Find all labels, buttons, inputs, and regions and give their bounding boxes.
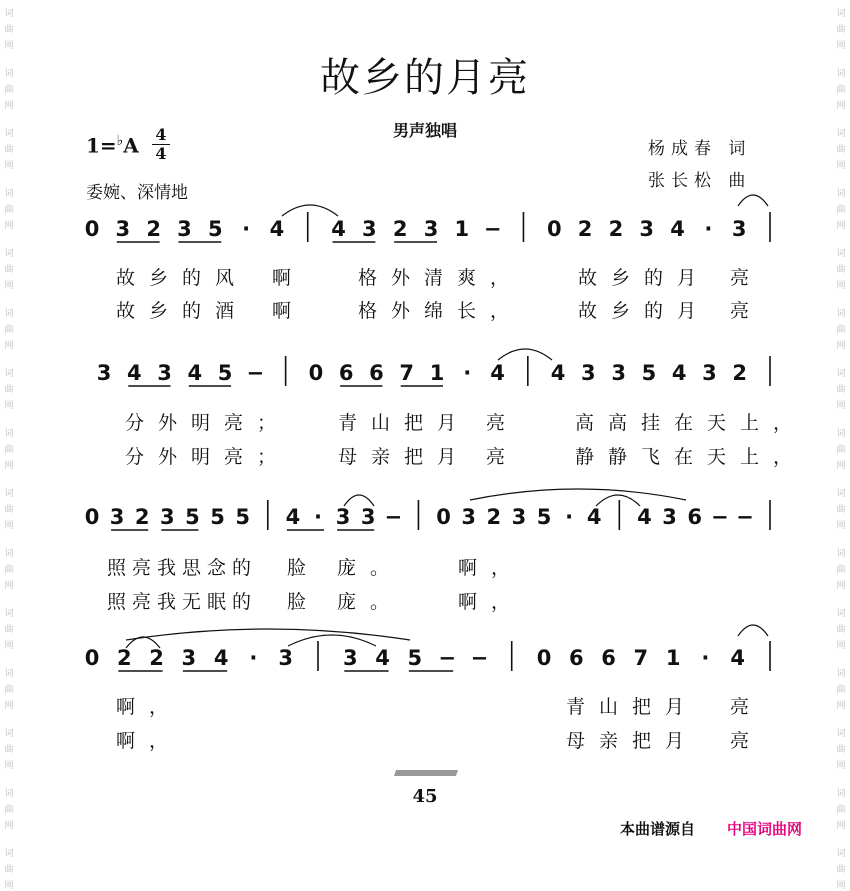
watermark-char: 曲 [836,385,846,395]
lyric: 故乡的月 [578,267,711,289]
slur [498,349,552,360]
note: · [701,646,710,670]
watermark-char: 网 [4,761,14,771]
note: 5 [185,505,200,529]
watermark-char: 词 [4,9,14,19]
watermark-char: 词 [4,189,14,199]
note: 3 [109,505,125,529]
note: · [704,217,713,241]
note: 3 [461,505,476,529]
note: 1 [454,217,470,241]
lyric: 青山把月 [338,412,471,434]
note: · [314,505,322,529]
watermark-char: 词 [4,309,14,319]
slur [126,629,410,640]
flat-sign: ♭ [116,133,124,149]
watermark-char: 网 [4,41,14,51]
watermark-char: 曲 [836,25,846,35]
watermark-char: 网 [836,401,846,411]
note: 3 [581,361,596,385]
song-title: 故乡的月亮 [320,55,530,101]
watermark-char: 曲 [836,85,846,95]
lyric: 静静飞在天上， [575,446,807,468]
note: 5 [235,505,250,529]
lyric: 庞。 [337,557,404,579]
watermark-char: 网 [4,341,14,351]
note: 4 [637,505,652,529]
lyric: 脸 [287,557,321,579]
lyric: 故乡的酒 [116,300,249,322]
note: − [483,217,502,241]
note: 4 [269,217,285,241]
note: 3 [611,361,626,385]
lyric: 照亮我思念的 [107,557,258,579]
lyric: 亮 [486,412,520,434]
lyric: 分外明亮； [125,412,291,434]
watermark-char: 词 [4,789,14,799]
time-signature-top: 4 [155,125,167,144]
watermark-char: 曲 [4,865,14,875]
note: 3 [177,217,192,241]
watermark-char: 曲 [4,685,14,695]
watermark-char: 网 [836,761,846,771]
note: 0 [436,505,451,529]
source-site-link[interactable]: 中国词曲网 [727,820,803,838]
watermark-char: 词 [4,249,14,259]
watermark-char: 词 [836,729,846,739]
lyric: 亮 [730,696,764,718]
note: 3 [335,505,351,529]
watermark-char: 网 [836,461,846,471]
expression-mark: 委婉、深情地 [86,183,188,203]
lyric: 啊， [458,591,525,613]
watermark-char: 曲 [4,385,14,395]
watermark-char: 曲 [4,505,14,515]
watermark-char: 词 [836,669,846,679]
watermark-char: 词 [836,309,846,319]
note: − [736,505,754,529]
note: 4 [375,646,390,670]
watermark-char: 曲 [4,265,14,275]
note: 4 [213,646,229,670]
watermark-char: 网 [4,641,14,651]
lyric: 啊 [272,267,306,289]
slur [470,489,686,500]
slur [738,195,768,206]
watermark-char: 网 [836,641,846,651]
watermark-char: 词 [4,429,14,439]
lyric: 故乡的风 [116,267,249,289]
note: 3 [362,217,377,241]
note: 3 [181,646,197,670]
watermark-char: 网 [4,581,14,591]
watermark-char: 词 [4,609,14,619]
watermark-char: 网 [836,221,846,231]
watermark-char: 词 [836,609,846,619]
time-signature-bottom: 4 [155,144,167,163]
slur [282,205,338,216]
watermark-char: 曲 [836,685,846,695]
watermark-char: 网 [4,281,14,291]
note: 5 [210,505,225,529]
watermark-char: 曲 [4,145,14,155]
composer-credit: 张长松 曲 [648,171,752,191]
note: · [249,646,258,670]
note: 2 [486,505,502,529]
watermark-char: 网 [4,701,14,711]
lyric: 照亮我无眠的 [107,591,258,613]
note: − [438,646,456,670]
note: 2 [149,646,164,670]
watermark-char: 词 [4,489,14,499]
lyric: 母亲把月 [338,446,471,468]
watermark-char: 词 [4,729,14,739]
watermark-char: 曲 [836,865,846,875]
key-note: A [123,133,139,158]
note: 3 [702,361,717,385]
note: 4 [285,505,301,529]
lyric: 啊， [458,557,525,579]
watermark-char: 网 [4,221,14,231]
lyric: 格外绵长， [358,300,524,322]
watermark-char: 网 [4,161,14,171]
note: 3 [662,505,677,529]
lyric: 分外明亮； [125,446,291,468]
lyric: 母亲把月 [566,730,699,752]
note: 7 [399,361,415,385]
watermark-char: 词 [836,129,846,139]
lyric: 高高挂在天上， [575,412,807,434]
note: 5 [407,646,423,670]
note: 2 [732,361,748,385]
note: 2 [577,217,593,241]
watermark-char: 词 [836,249,846,259]
watermark-char: 曲 [836,805,846,815]
watermark-char: 词 [4,549,14,559]
watermark-char: 词 [4,129,14,139]
watermark-char: 词 [836,549,846,559]
note: 5 [217,361,233,385]
note: 6 [369,361,384,385]
note: 3 [96,361,112,385]
watermark-char: 网 [4,101,14,111]
watermark-char: 曲 [836,565,846,575]
note: 4 [670,217,685,241]
note: − [470,646,489,670]
watermark-char: 词 [4,369,14,379]
note: 0 [84,505,100,529]
watermark-char: 曲 [4,625,14,635]
note: 4 [331,217,346,241]
watermark-char: 词 [836,489,846,499]
lyricist-credit: 杨成春 词 [648,139,752,159]
note: 4 [671,361,687,385]
watermark-char: 曲 [836,745,846,755]
note: 6 [338,361,354,385]
note: 0 [84,646,100,670]
note: 3 [342,646,358,670]
watermark-char: 曲 [4,325,14,335]
watermark-char: 曲 [4,565,14,575]
watermark-char: 网 [4,461,14,471]
note: · [463,361,472,385]
watermark-char: 曲 [836,325,846,335]
note: 3 [731,217,747,241]
note: − [710,505,729,529]
lyric: 亮 [730,267,764,289]
watermark-char: 词 [836,429,846,439]
watermark-char: 曲 [836,445,846,455]
note: 3 [423,217,439,241]
watermark-char: 词 [4,669,14,679]
watermark-char: 曲 [836,145,846,155]
watermark-char: 词 [4,849,14,859]
watermark-char: 曲 [4,445,14,455]
lyric: 亮 [486,446,520,468]
watermark-char: 网 [836,581,846,591]
watermark-char: 曲 [4,205,14,215]
watermark-char: 曲 [4,745,14,755]
page-number: 45 [412,786,438,807]
note: 2 [116,646,132,670]
watermark-char: 曲 [836,625,846,635]
note: − [384,505,403,529]
watermark-char: 网 [836,41,846,51]
note: 3 [160,505,175,529]
watermark-char: 曲 [836,265,846,275]
slur [738,625,768,636]
slur [288,635,376,646]
lyric: 啊 [272,300,306,322]
note: 4 [550,361,566,385]
note: 5 [207,217,223,241]
song-subtitle: 男声独唱 [392,121,457,140]
note: 2 [134,505,150,529]
note: 0 [546,217,562,241]
note: 0 [84,217,100,241]
note: 2 [146,217,161,241]
watermark-char: 网 [836,161,846,171]
watermark-char: 网 [836,701,846,711]
watermark-char: 词 [836,69,846,79]
note: 0 [536,646,552,670]
note: 2 [608,217,624,241]
source-label: 本曲谱源自 [620,820,696,838]
watermark-char: 网 [836,101,846,111]
lyric: 脸 [287,591,321,613]
note: 5 [536,505,552,529]
watermark-char: 曲 [836,205,846,215]
note: 4 [586,505,602,529]
watermark-char: 曲 [4,25,14,35]
note: 7 [633,646,649,670]
watermark-char: 网 [836,881,846,891]
note: 6 [687,505,702,529]
lyric: 啊， [116,730,183,752]
note: 4 [730,646,746,670]
note: 1 [665,646,681,670]
watermark-char: 网 [4,521,14,531]
note: · [242,217,251,241]
lyric: 格外清爽， [358,267,524,289]
watermark-char: 网 [4,821,14,831]
watermark-char: 曲 [4,805,14,815]
slur [596,495,640,506]
watermark-char: 网 [4,881,14,891]
page-tab-decoration [394,770,458,776]
note: 1 [429,361,445,385]
watermark-char: 网 [836,281,846,291]
note: 3 [157,361,172,385]
watermark-char: 曲 [836,505,846,515]
key-prefix: 1= [86,133,117,158]
watermark-char: 网 [836,521,846,531]
note: 0 [308,361,324,385]
note: 3 [360,505,376,529]
note: 2 [392,217,408,241]
watermark-char: 词 [836,849,846,859]
watermark-char: 网 [836,821,846,831]
note: 4 [490,361,505,385]
watermark-char: 词 [836,189,846,199]
watermark-char: 词 [4,69,14,79]
watermark-char: 词 [836,369,846,379]
watermark-char: 词 [836,9,846,19]
note: 5 [641,361,657,385]
note: − [246,361,265,385]
note: 4 [126,361,142,385]
note: 3 [639,217,655,241]
lyric: 亮 [730,300,764,322]
watermark-char: 曲 [4,85,14,95]
note: 4 [187,361,203,385]
lyric: 啊， [116,696,183,718]
note: 3 [511,505,527,529]
lyric: 亮 [730,730,764,752]
watermark-char: 网 [836,341,846,351]
note: · [565,505,574,529]
lyric: 庞。 [337,591,404,613]
lyric: 故乡的月 [578,300,711,322]
note: 6 [601,646,616,670]
note: 6 [568,646,584,670]
watermark-char: 网 [4,401,14,411]
lyric: 青山把月 [566,696,699,718]
note: 3 [115,217,131,241]
watermark-char: 词 [836,789,846,799]
note: 3 [278,646,294,670]
